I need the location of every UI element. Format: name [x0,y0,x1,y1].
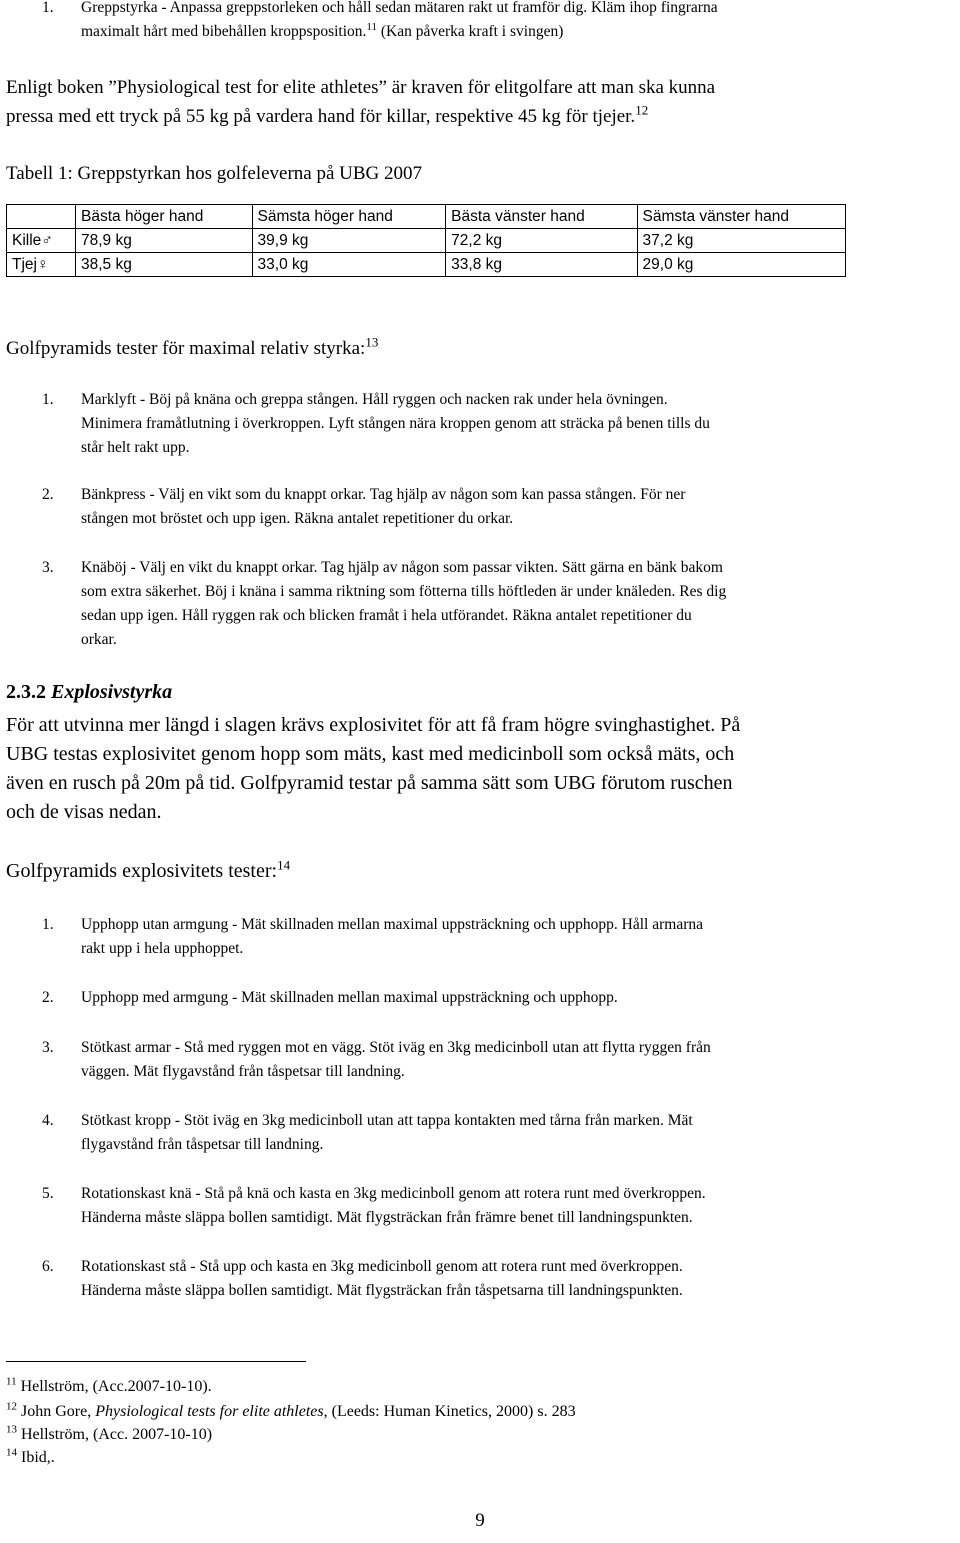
footnote-ref: 11 [366,20,377,33]
explosive-tests-heading: Golfpyramids explosivitets tester:$^{14}$ [6,857,291,882]
list-text-line: Händerna måste släppa bollen samtidigt. Mät flygsträckan från tåspetsarna till landningspunkten. [81,1282,683,1299]
list-text-line: Händerna måste släppa bollen samtidigt. Mät flygsträckan från främre benet till landningspunkten. [81,1209,693,1226]
list-text-line: maximalt hårt med bibehållen kroppsposition.$^{11}$ (Kan påverka kraft i svingen) [81,20,564,40]
table-row [7,229,846,253]
list-number: 2. [42,486,54,503]
body-line: För att utvinna mer längd i slagen krävs explosivitet för att få fram högre svinghastighet. På [6,714,741,736]
footnote: $^{12}$ John Gore, Physiological tests for elite athletes, (Leeds: Human Kinetics, 2000) s. 283 [6,1400,576,1420]
list-number: 1. [42,916,54,933]
table-caption: Tabell 1: Greppstyrkan hos golfeleverna på UBG 2007 [6,163,423,184]
table-header-cell: Sämsta vänster hand [637,205,845,229]
list-number: 2. [42,989,54,1006]
table-cell: 37,2 kg [637,229,845,253]
intro-line: Enligt boken ”Physiological test for elite athletes” är kraven för elitgolfare att man ska kunna [6,77,716,98]
list-number: 3. [42,1039,54,1056]
section-number: 2.3.2 [6,681,46,703]
body-line: och de visas nedan. [6,801,162,823]
list-number: 4. [42,1112,54,1129]
list-text-line: Stötkast kropp - Stöt iväg en 3kg medicinboll utan att tappa kontakten med tårna från marken. Mät [81,1112,693,1129]
list-text-line: stången mot bröstet och upp igen. Räkna antalet repetitioner du orkar. [81,510,514,527]
list-text-line: Rotationskast stå - Stå upp och kasta en 3kg medicinboll genom att rotera runt med överkroppen. [81,1258,683,1275]
list-text-line: väggen. Mät flygavstånd från tåspetsar till landning. [81,1063,405,1080]
table-header-cell: Bästa vänster hand [446,205,637,229]
section-title: Explosivstyrka [51,681,173,703]
table-header-cell: Sämsta höger hand [252,205,446,229]
list-text-line: sedan upp igen. Håll ryggen rak och blicken framåt i hela utförandet. Räkna antalet repetitioner du [81,607,692,624]
footnote: $^{11}$ Hellström, (Acc.2007-10-10). [6,1375,212,1395]
list-number: 6. [42,1258,54,1275]
list-text-line: rakt upp i hela upphoppet. [81,940,244,957]
list-text-line: Upphopp med armgung - Mät skillnaden mellan maximal uppsträckning och upphopp. [81,989,618,1006]
footnote-ref: 13 [365,334,379,350]
list-text-line: Greppstyrka - Anpassa greppstorleken och håll sedan mätaren rakt ut framför dig. Kläm ihop fingrarna [81,0,718,16]
table-header-row [7,205,846,229]
book-title: Physiological tests for elite athletes [95,1403,324,1420]
table-cell: 33,0 kg [252,253,446,277]
footnote-ref: 14 [277,857,291,873]
section-heading [6,681,172,704]
table-cell: 38,5 kg [76,253,253,277]
list-text-line: Rotationskast knä - Stå på knä och kasta en 3kg medicinboll genom att rotera runt med överkroppen. [81,1185,706,1202]
footnote: $^{13}$ Hellström, (Acc. 2007-10-10) [6,1423,213,1443]
footnote-separator [6,1361,306,1362]
table-cell: 29,0 kg [637,253,845,277]
list-number: 5. [42,1185,54,1202]
table-cell: 33,8 kg [446,253,637,277]
table-cell: 39,9 kg [252,229,446,253]
page-number: 9 [475,1510,485,1531]
table-row [7,253,846,277]
row-label-boys: Kille♂ [7,229,76,253]
intro-line: pressa med ett tryck på 55 kg på vardera hand för killar, respektive 45 kg för tjejer.$^{12}$ [6,102,649,127]
footnote-ref: 12 [635,102,649,118]
table-cell: 72,2 kg [446,229,637,253]
footnote: $^{14}$ Ibid,. [6,1446,55,1466]
list-text-line: orkar. [81,631,117,648]
list-text-line: står helt rakt upp. [81,439,190,456]
table-header-cell: Bästa höger hand [76,205,253,229]
list-number: 3. [42,559,54,576]
list-text-line: som extra säkerhet. Böj i knäna i samma riktning som fötterna tills höftleden är under knäleden. Res dig [81,583,727,600]
list-text-line: Minimera framåtlutning i överkroppen. Lyft stången nära kroppen genom att sträcka på benen tills du [81,415,710,432]
list-number: 1. [42,391,54,408]
row-label-girls: Tjej♀ [7,253,76,277]
list-text-line: Stötkast armar - Stå med ryggen mot en vägg. Stöt iväg en 3kg medicinboll utan att flytta ryggen från [81,1039,711,1056]
list-text-line: Marklyft - Böj på knäna och greppa stången. Håll ryggen och nacken rak under hela övningen. [81,391,668,408]
list-number: 1. [42,0,54,16]
list-text-line: Upphopp utan armgung - Mät skillnaden mellan maximal uppsträckning och upphopp. Håll armarna [81,916,704,933]
table-header-cell [7,205,76,229]
table-cell: 78,9 kg [76,229,253,253]
strength-tests-heading: Golfpyramids tester för maximal relativ styrka:$^{13}$ [6,334,379,359]
list-text-line: Knäböj - Välj en vikt du knappt orkar. Tag hjälp av någon som passar vikten. Sätt gärna en bänk bakom [81,559,723,576]
list-text-line: flygavstånd från tåspetsar till landning. [81,1136,324,1153]
grip-strength-table [6,204,846,277]
body-line: UBG testas explosivitet genom hopp som mäts, kast med medicinboll som också mäts, och [6,743,735,765]
list-text-line: Bänkpress - Välj en vikt som du knappt orkar. Tag hjälp av någon som kan passa stången. För ner [81,486,686,503]
body-line: även en rusch på 20m på tid. Golfpyramid testar på samma sätt som UBG förutom ruschen [6,772,733,794]
